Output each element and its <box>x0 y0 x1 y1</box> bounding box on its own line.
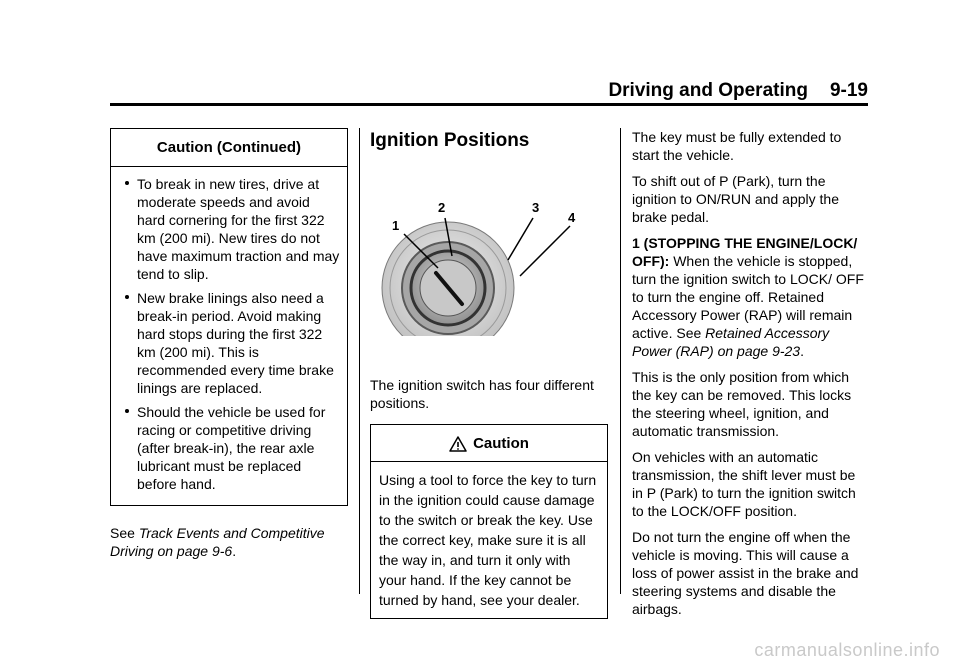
header-rule <box>110 103 868 106</box>
caution-bullet: Should the vehicle be used for racing or competitive driving (after break-in), the rear axle lubricant must be replaced before hand. <box>125 403 341 493</box>
paragraph-shift-park: To shift out of P (Park), turn the ignition to ON/RUN and apply the brake pedal. <box>632 173 839 225</box>
warning-triangle-icon <box>449 436 467 452</box>
paragraph-key-extended: The key must be fully extended to start the vehicle. <box>632 129 842 163</box>
position-label-1: 1 <box>392 218 400 233</box>
column-divider-1 <box>359 128 360 594</box>
caution-header <box>371 425 607 462</box>
page-number: 9-19 <box>829 80 868 101</box>
position-label-4: 4 <box>568 210 576 225</box>
column-divider-2 <box>620 128 621 594</box>
watermark: carmanualsonline.info <box>754 640 940 660</box>
position-label-2: 2 <box>438 200 446 215</box>
see-suffix: . <box>232 543 237 559</box>
rap-link[interactable]: Retained Accessory Power (RAP) on page 9-23 <box>632 325 830 359</box>
ignition-switch-figure <box>370 156 608 336</box>
leader-line-3 <box>508 218 533 260</box>
caution-box <box>370 424 608 619</box>
caution-continued-title: Caution (Continued) <box>111 129 347 167</box>
see-prefix: See <box>110 525 139 541</box>
paragraph-automatic-transmission: On vehicles with an automatic transmission, the shift lever must be in P (Park) to turn the ignition switch to the LOCK/OFF position. <box>632 449 856 519</box>
lock-off-suffix: . <box>800 343 804 359</box>
caution-title: Caution <box>473 435 529 452</box>
paragraph-lock-off <box>632 234 870 360</box>
paragraph-engine-off-warning: Do not turn the engine off when the vehicle is moving. This will cause a loss of power assist in the brake and steering systems and disable the airbags. <box>632 529 859 617</box>
see-link[interactable]: Track Events and Competitive Driving on page 9-6 <box>110 525 325 559</box>
page-header <box>110 80 868 102</box>
lock-off-text: When the vehicle is stopped, turn the ignition switch to LOCK/ OFF to turn the engine off. Retained Accessory Power (RAP) will remain active. See <box>632 253 864 341</box>
position-label-3: 3 <box>532 200 540 215</box>
caution-bullet: To break in new tires, drive at moderate speeds and avoid hard cornering for the first 322 km (200 mi). New tires do not have maximum traction and may tend to slip. <box>125 175 341 283</box>
lock-off-label: 1 (STOPPING THE ENGINE/LOCK/ OFF): <box>632 235 858 269</box>
ignition-intro: The ignition switch has four different positions. <box>370 377 594 411</box>
middle-column <box>370 128 608 619</box>
leader-line-4 <box>520 226 570 276</box>
caution-text: Using a tool to force the key to turn in the ignition could cause damage to the switch or break the key. Use the correct key, make sure it is all the way in, and turn it only with your hand. If the key cannot be turned by hand, see your dealer. <box>379 472 597 608</box>
section-title: Driving and Operating <box>608 80 808 101</box>
right-column <box>632 128 870 626</box>
ignition-positions-title: Ignition Positions <box>370 130 530 151</box>
caution-continued-box <box>110 128 348 506</box>
left-column <box>110 128 348 568</box>
paragraph-key-removal: This is the only position from which the key can be removed. This locks the steering wheel, ignition, and automatic transmission. <box>632 369 852 439</box>
caution-bullet-list <box>111 167 347 505</box>
caution-bullet: New brake linings also need a break-in period. Avoid making hard stops during the first 322 km (200 mi). This is recommended every time brake linings are replaced. <box>125 289 341 397</box>
see-reference <box>110 524 348 560</box>
